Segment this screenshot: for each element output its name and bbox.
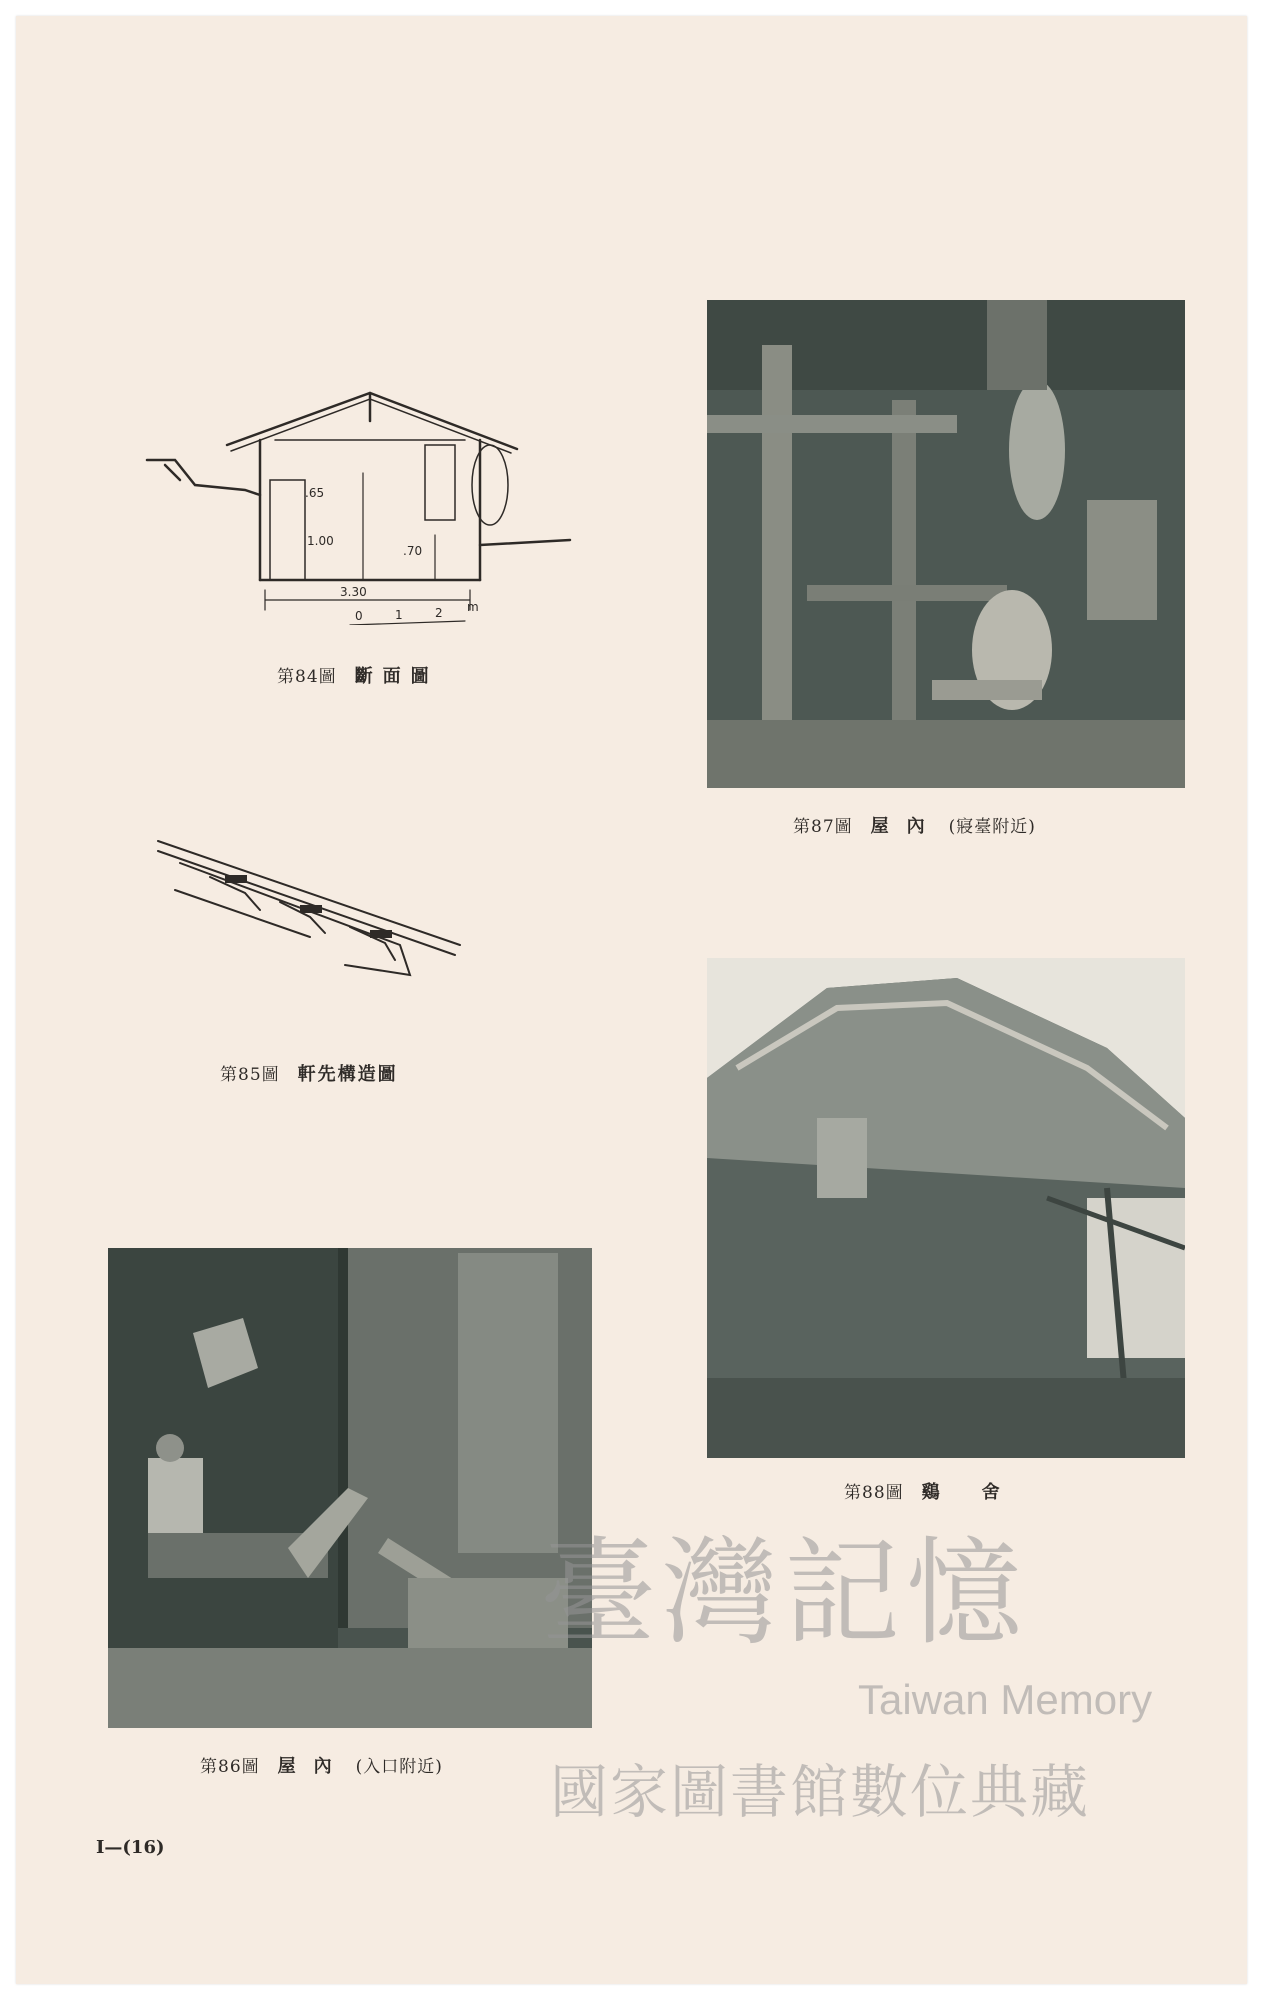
page-number: I—(16)	[96, 1837, 165, 1858]
fig85-title: 軒先構造圖	[297, 1064, 398, 1085]
fig88-number: 第88圖	[844, 1483, 904, 1503]
scale-2: 2	[435, 606, 443, 620]
fig84-number: 第84圖	[277, 667, 337, 687]
fig86-number: 第86圖	[200, 1757, 260, 1777]
scale-unit: m	[467, 600, 479, 614]
watermark-en: Taiwan Memory	[858, 1676, 1153, 1723]
scale-1: 1	[395, 608, 403, 622]
photo-interior-entrance	[108, 1248, 592, 1728]
dim-h2: 1.00	[307, 534, 334, 548]
watermark-library: 國家圖書館數位典藏	[550, 1758, 1091, 1826]
dim-h3: .70	[403, 544, 423, 558]
fig87-number: 第87圖	[793, 817, 853, 837]
fig87-title: 屋內	[870, 816, 943, 837]
scale-0: 0	[355, 609, 363, 623]
fig85-number: 第85圖	[220, 1065, 280, 1085]
fig85-caption	[220, 1060, 398, 1086]
photo-chicken-coop	[707, 958, 1185, 1458]
fig84-title: 斷面圖	[354, 666, 439, 687]
dim-width: 3.30	[340, 585, 367, 599]
fig86-caption	[200, 1752, 443, 1778]
fig88-title: 鷄 舍	[921, 1482, 1012, 1503]
eaves-drawing	[150, 835, 470, 1005]
fig87-caption	[793, 812, 1036, 838]
fig86-note: (入口附近)	[355, 1757, 443, 1777]
dim-h1: .65	[305, 486, 325, 500]
fig87-note: (寢臺附近)	[948, 817, 1036, 837]
fig86-title: 屋內	[277, 1756, 350, 1777]
section-drawing	[145, 385, 575, 625]
fig84-caption	[277, 662, 439, 688]
photo-interior-bed	[707, 300, 1185, 788]
watermark-cn: 臺灣記憶	[540, 1526, 1028, 1661]
